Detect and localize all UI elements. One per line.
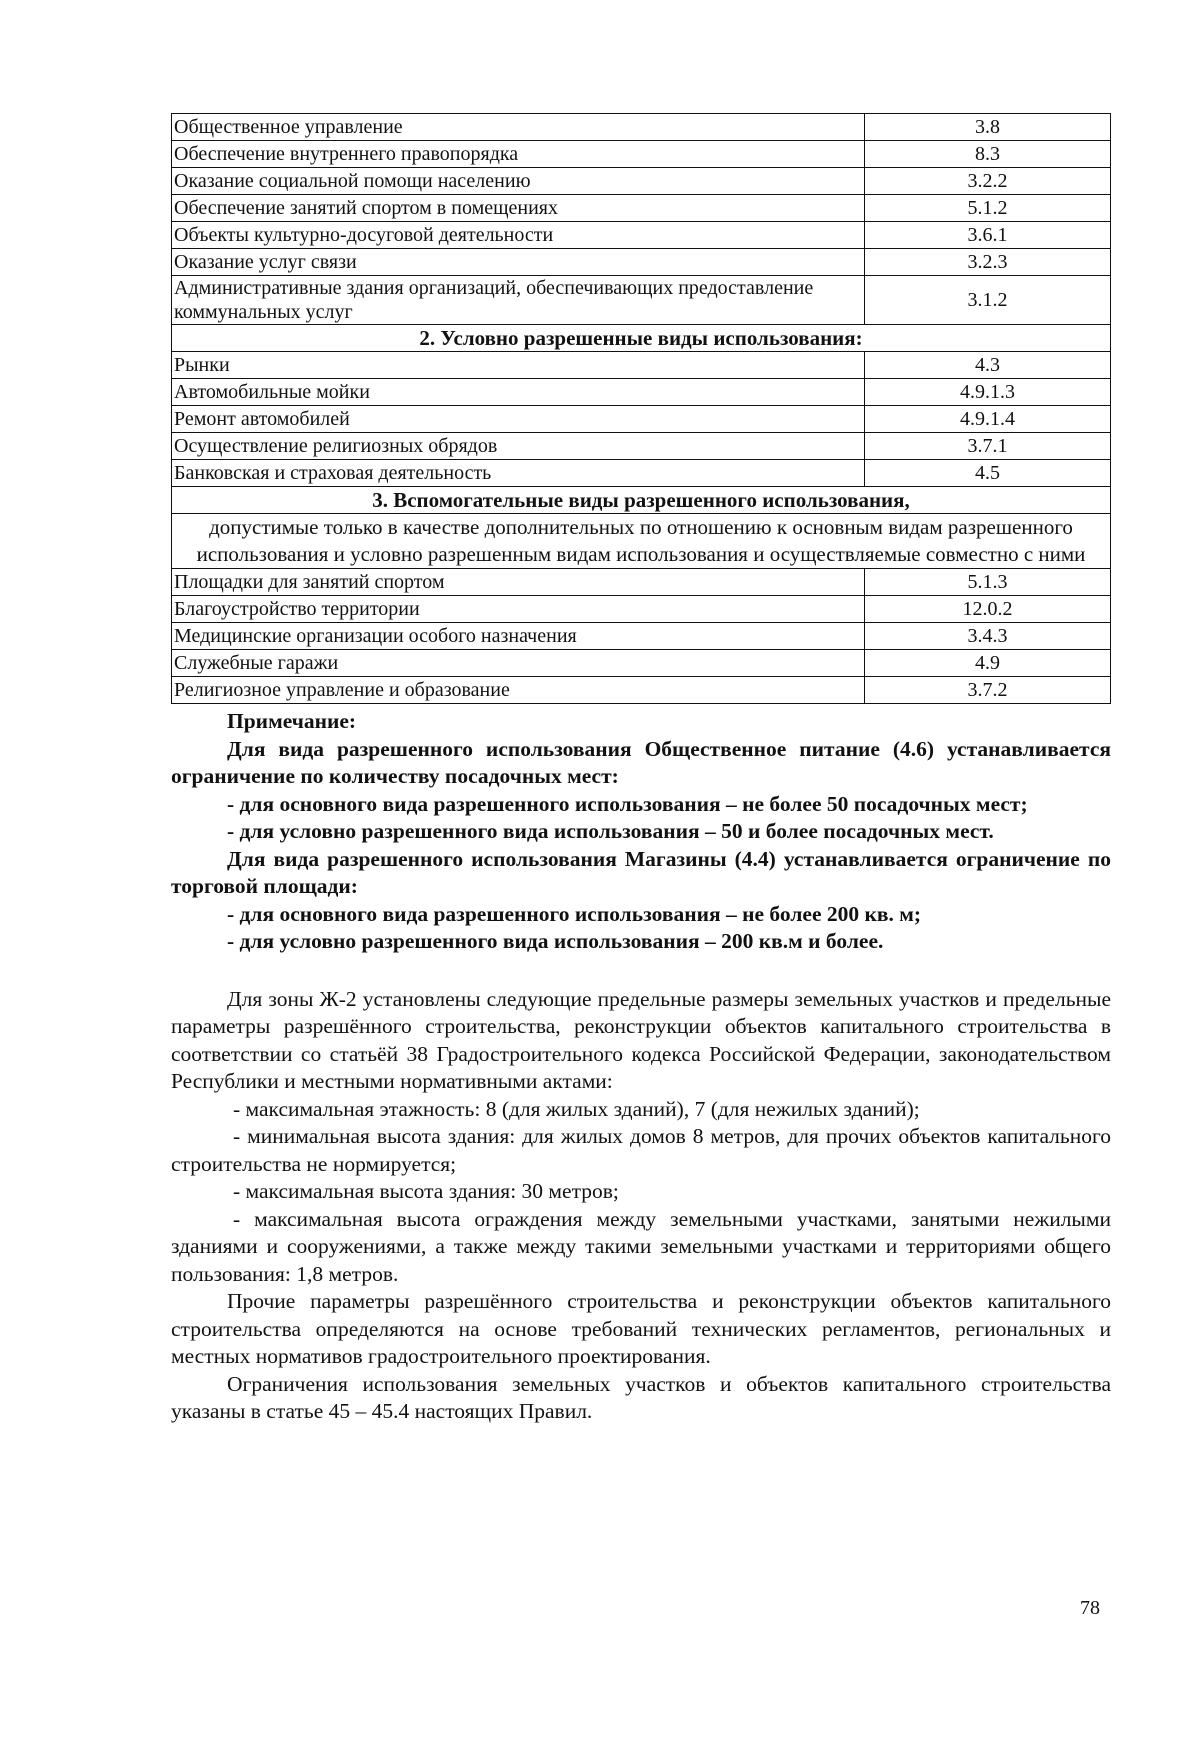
use-code: 3.8 <box>865 114 1111 141</box>
use-code: 4.9 <box>865 650 1111 677</box>
use-code: 3.6.1 <box>865 222 1111 249</box>
document-page <box>171 113 1111 1426</box>
section-3-title: 3. Вспомогательные виды разрешенного использования, <box>172 487 1111 514</box>
table-row <box>172 168 1111 195</box>
table-row <box>172 141 1111 168</box>
use-name: Обеспечение внутреннего правопорядка <box>172 141 865 168</box>
use-code: 3.2.3 <box>865 249 1111 276</box>
table-row <box>172 276 1111 325</box>
note-block <box>171 708 1111 956</box>
table-row <box>172 249 1111 276</box>
use-name: Осуществление религиозных обрядов <box>172 433 865 460</box>
use-name: Банковская и страховая деятельность <box>172 460 865 487</box>
table-row <box>172 650 1111 677</box>
body-list-item: - максимальная высота ограждения между земельными участками, занятыми нежилыми зданиями и сооружениями, а также между такими земельными участками и территориями общего пользования: 1,8 метров. <box>171 1206 1111 1286</box>
section-description-row <box>172 514 1111 569</box>
use-code: 12.0.2 <box>865 596 1111 623</box>
use-name: Оказание услуг связи <box>172 249 865 276</box>
use-code: 4.5 <box>865 460 1111 487</box>
use-name: Автомобильные мойки <box>172 379 865 406</box>
use-code: 4.3 <box>865 352 1111 379</box>
table-row <box>172 352 1111 379</box>
section-2-title: 2. Условно разрешенные виды использования: <box>172 325 1111 352</box>
use-code: 3.4.3 <box>865 623 1111 650</box>
use-name: Благоустройство территории <box>172 596 865 623</box>
use-name: Площадки для занятий спортом <box>172 569 865 596</box>
table-row <box>172 460 1111 487</box>
note-paragraph: Для вида разрешенного использования Общественное питание (4.6) устанавливается ограничение по количеству посадочных мест: <box>171 736 1111 788</box>
body-text <box>171 986 1111 1426</box>
note-paragraph: - для условно разрешенного вида использования – 50 и более посадочных мест. <box>227 819 994 843</box>
use-name: Религиозное управление и образование <box>172 677 865 704</box>
table-row <box>172 596 1111 623</box>
body-paragraph: Прочие параметры разрешённого строительства и реконструкции объектов капитального строительства определяются на основе требований технических регламентов, региональных и местных нормативов градостроительного проектирования. <box>171 1289 1111 1368</box>
table-row <box>172 379 1111 406</box>
body-paragraph: Для зоны Ж-2 установлены следующие предельные размеры земельных участков и предельные параметры разрешённого строительства, реконструкции объектов капитального строительства в соответствии со статьёй 38 Градостроительного кодекса Российской Федерации, законодательством Республики и местными нормативными актами: <box>171 986 1111 1093</box>
use-code: 5.1.3 <box>865 569 1111 596</box>
land-use-table <box>171 113 1111 704</box>
section-header-row <box>172 325 1111 352</box>
page-number: 78 <box>1080 1597 1100 1619</box>
table-row <box>172 433 1111 460</box>
section-header-row <box>172 487 1111 514</box>
table-row <box>172 623 1111 650</box>
note-paragraph: - для основного вида разрешенного использования – не более 50 посадочных мест; <box>227 791 1028 816</box>
use-name: Служебные гаражи <box>172 650 865 677</box>
body-list-item: - минимальная высота здания: для жилых домов 8 метров, для прочих объектов капитального строительства не нормируется; <box>171 1124 1111 1176</box>
note-paragraph: - для условно разрешенного вида использования – 200 кв.м и более. <box>227 929 884 953</box>
use-code: 8.3 <box>865 141 1111 168</box>
use-code: 3.1.2 <box>865 276 1111 325</box>
note-paragraph: Для вида разрешенного использования Магазины (4.4) устанавливается ограничение по торговой площади: <box>171 846 1111 898</box>
table-row <box>172 114 1111 141</box>
use-code: 4.9.1.3 <box>865 379 1111 406</box>
use-name: Медицинские организации особого назначения <box>172 623 865 650</box>
note-paragraph: - для основного вида разрешенного использования – не более 200 кв. м; <box>227 901 922 926</box>
use-code: 5.1.2 <box>865 195 1111 222</box>
body-paragraph: Ограничения использования земельных участков и объектов капитального строительства указаны в статье 45 – 45.4 настоящих Правил. <box>171 1371 1111 1423</box>
use-code: 3.7.2 <box>865 677 1111 704</box>
table-row <box>172 677 1111 704</box>
use-name: Обеспечение занятий спортом в помещениях <box>172 195 865 222</box>
section-3-description: допустимые только в качестве дополнительных по отношению к основным видам разрешенного использования и условно разрешенным видам использования и осуществляемые совместно с ними <box>172 514 1111 569</box>
body-list-item: - максимальная высота здания: 30 метров; <box>233 1179 619 1203</box>
use-name: Рынки <box>172 352 865 379</box>
use-name: Общественное управление <box>172 114 865 141</box>
body-list-item: - максимальная этажность: 8 (для жилых зданий), 7 (для нежилых зданий); <box>233 1096 920 1121</box>
use-name: Ремонт автомобилей <box>172 406 865 433</box>
use-code: 4.9.1.4 <box>865 406 1111 433</box>
use-name: Объекты культурно-досуговой деятельности <box>172 222 865 249</box>
use-code: 3.7.1 <box>865 433 1111 460</box>
table-row <box>172 406 1111 433</box>
use-name: Оказание социальной помощи населению <box>172 168 865 195</box>
table-row <box>172 222 1111 249</box>
use-name: Административные здания организаций, обеспечивающих предоставление коммунальных услуг <box>172 276 865 325</box>
table-row <box>172 569 1111 596</box>
use-code: 3.2.2 <box>865 168 1111 195</box>
note-title: Примечание: <box>227 709 357 733</box>
table-row <box>172 195 1111 222</box>
